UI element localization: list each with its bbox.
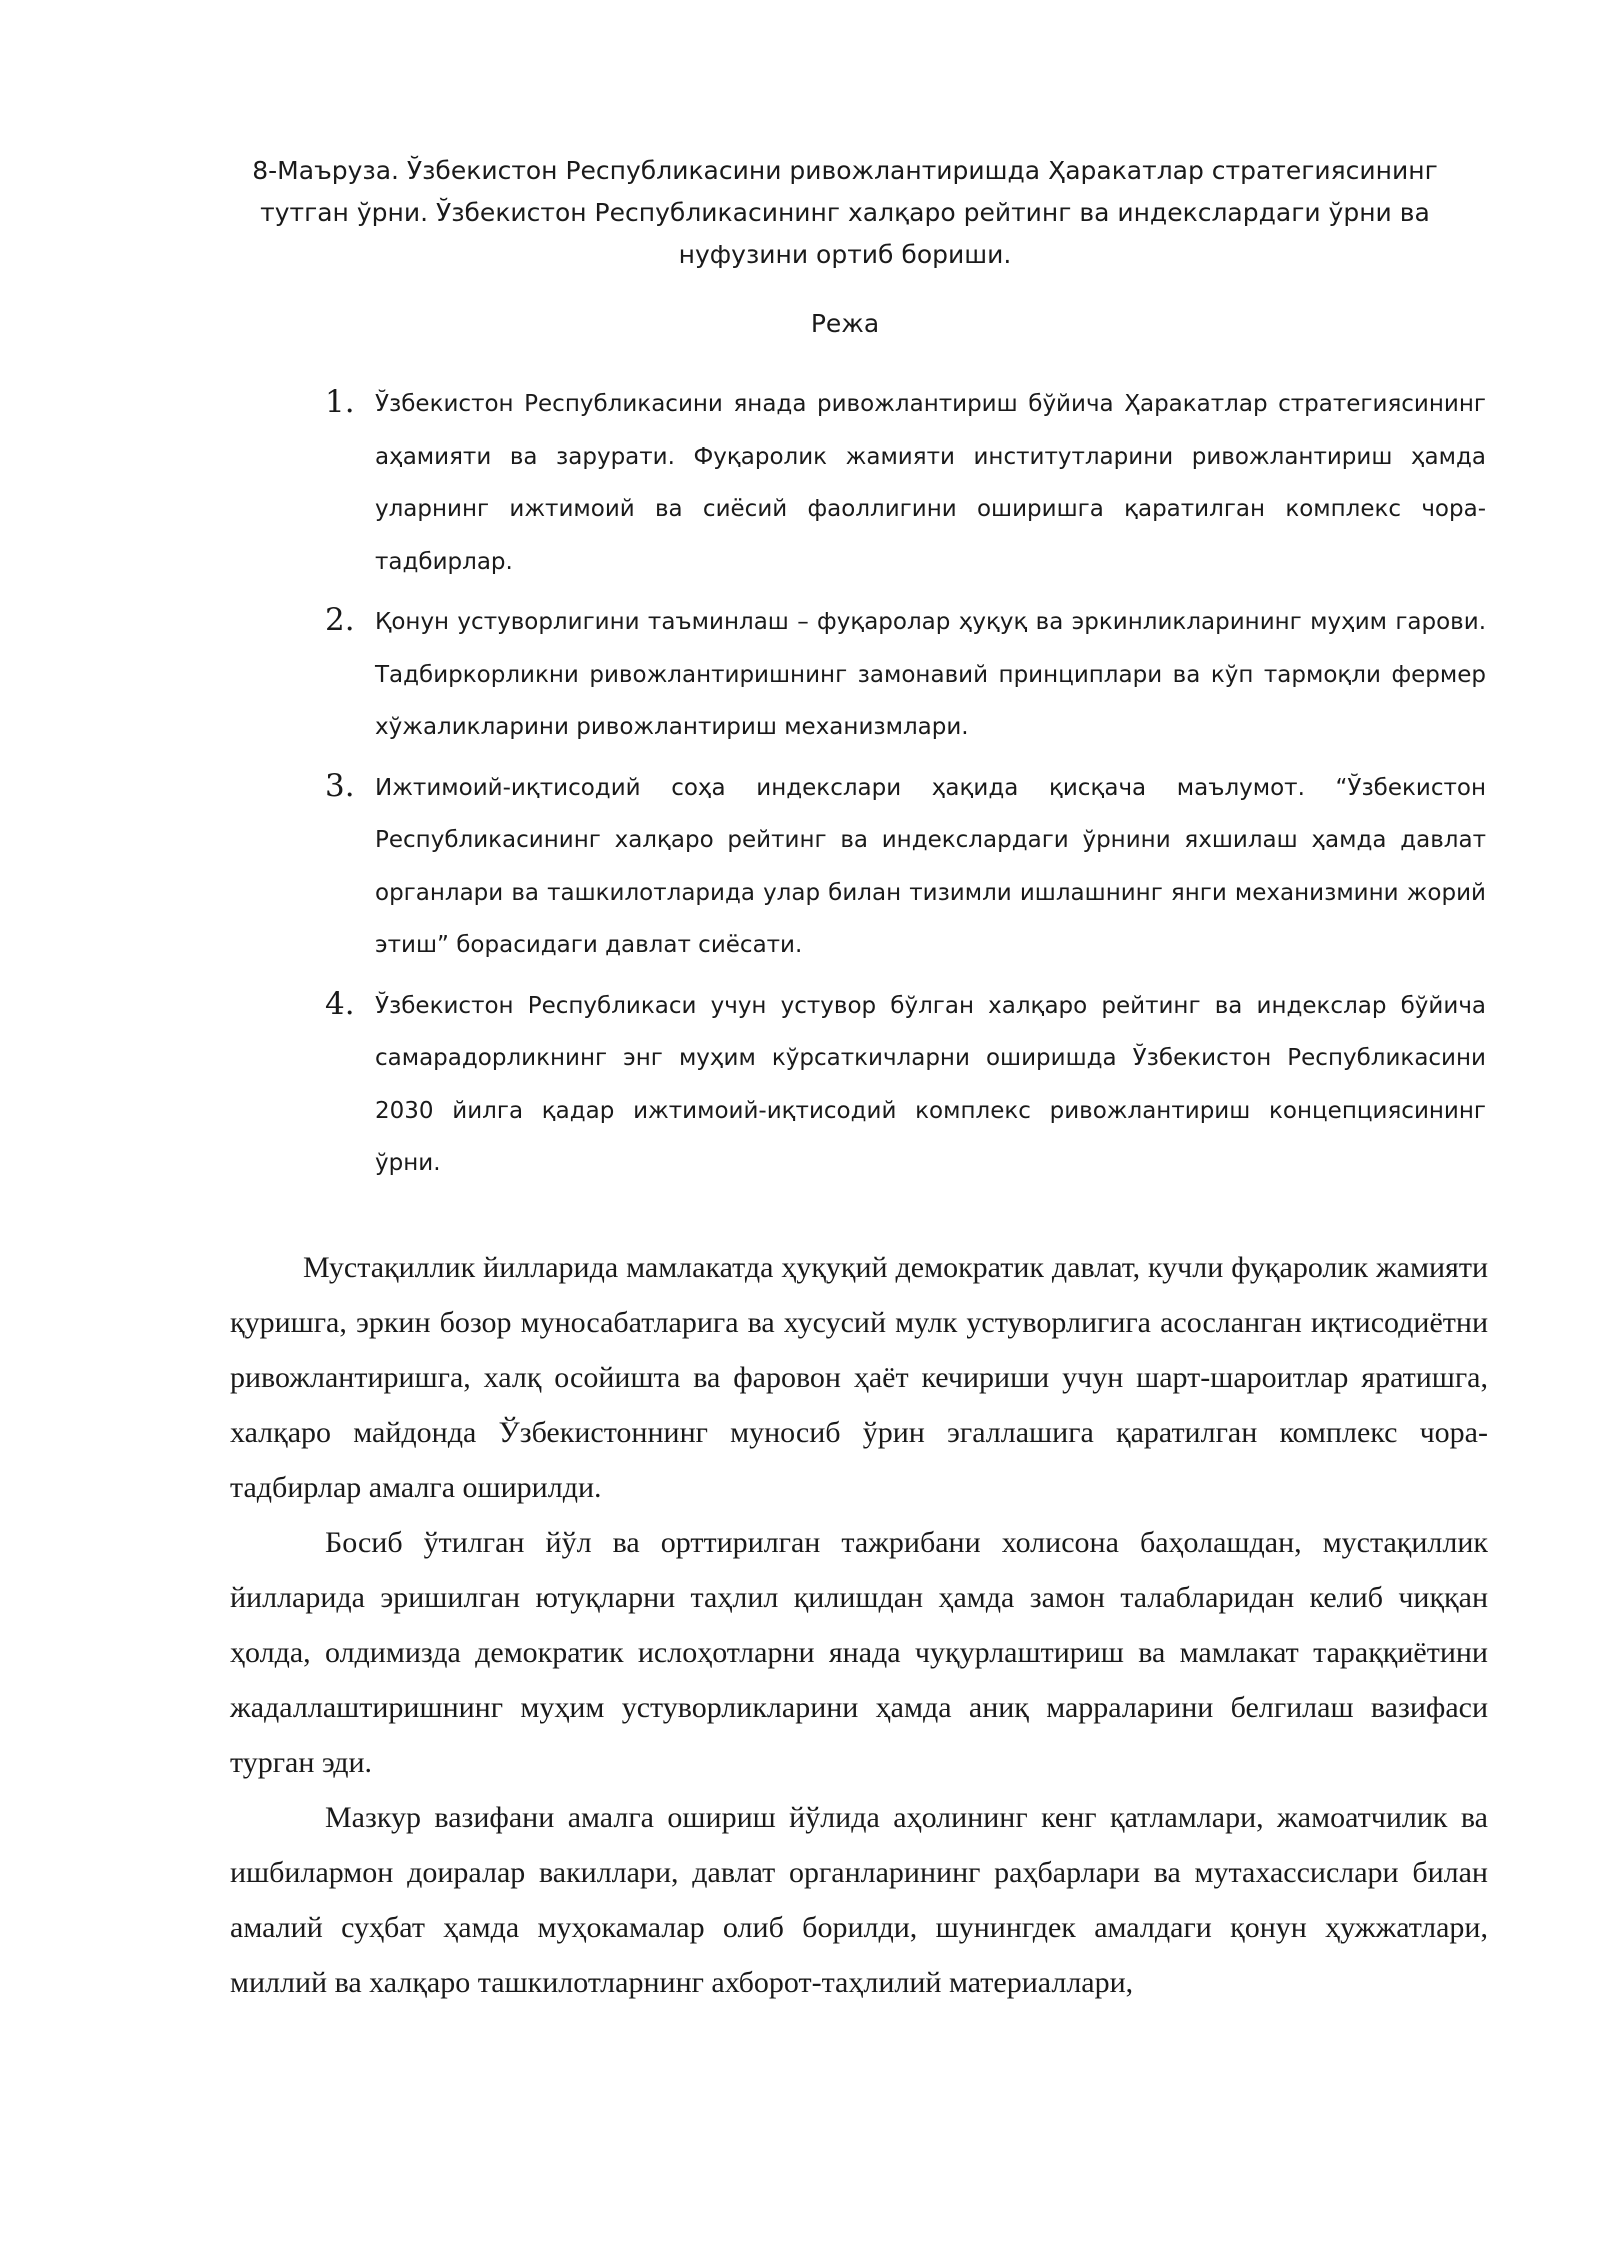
body-paragraph-3: Мазкур вазифани амалга ошириш йўлида аҳолининг кенг қатламлари, жамоатчилик ва ишбилармон доиралар вакиллари, давлат органларининг раҳбарлари ва мутахассислари билан амалий суҳбат ҳамда муҳокамалар олиб борилди, шунингдек амалдаги қонун ҳужжатлари, миллий ва халқаро ташкилотларнинг ахборот-таҳлилий материаллари, xyxy=(230,1801,1488,1999)
body-paragraph-1: Мустақиллик йилларида мамлакатда ҳуқуқий демократик давлат, кучли фуқаролик жамияти қуришга, эркин бозор муносабатларига ва хусусий мулк устуворлигига асосланган иқтисодиётни ривожлантиришга, халқ осойишта ва фаровон ҳаёт кечириши учун шарт-шароитлар яратишга, халқаро майдонда Ўзбекистоннинг муносиб ўрин эгаллашига қаратилган комплекс чора-тадбирлар амалга оширилди. xyxy=(230,1251,1488,1504)
plan-item-text: Ўзбекистон Республикаси учун устувор бўлган халқаро рейтинг ва индекслар бўйича самарадорликнинг энг муҳим кўрсаткичларни оширишда Ўзбекистон Республикасини 2030 йилга қадар ижтимоий-иқтисодий комплекс ривожлантириш концепциясининг ўрни. xyxy=(375,992,1486,1176)
plan-item-3 xyxy=(320,762,1486,972)
plan-item-1 xyxy=(320,378,1486,588)
plan-item-number: 4. xyxy=(325,985,355,1022)
plan-heading: Режа xyxy=(810,309,880,338)
lecture-title: 8-Маъруза. Ўзбекистон Республикасини ривожлантиришда Ҳаракатлар стратегиясининг тутган ўрни. Ўзбекистон Республикасининг халқаро рейтинг ва индекслардаги ўрни ва нуфузини ортиб бориши. xyxy=(252,156,1438,269)
plan-list xyxy=(320,378,1486,1198)
plan-item-text: Қонун устуворлигини таъминлаш – фуқаролар ҳуқуқ ва эркинликларининг муҳим гарови. Тадбиркорликни ривожлантиришнинг замонавий принциплари ва кўп тармоқли фермер хўжаликларини ривожлантириш механизмлари. xyxy=(375,609,1486,740)
plan-item-text: Ижтимоий-иқтисодий соҳа индекслари ҳақида қисқача маълумот. “Ўзбекистон Республикасининг халқаро рейтинг ва индекслардаги ўрнини яхшилаш ҳамда давлат органлари ва ташкилотларида улар билан тизимли ишлашнинг янги механизмини жорий этиш” борасидаги давлат сиёсати. xyxy=(375,774,1486,958)
plan-item-number: 1. xyxy=(325,384,355,420)
plan-item-number: 2. xyxy=(325,602,355,638)
plan-item-4 xyxy=(320,980,1486,1190)
plan-item-number: 3. xyxy=(325,767,355,804)
body-paragraph-2: Босиб ўтилган йўл ва орттирилган тажрибани холисона баҳолашдан, мустақиллик йилларида эришилган ютуқларни таҳлил қилишдан ҳамда замон талабларидан келиб чиққан ҳолда, олдимизда демократик ислоҳотларни янада чуқурлаштириш ва мамлакат тараққиётини жадаллаштиришнинг муҳим устуворликларини ҳамда аниқ марраларини белгилаш вазифаси турган эди. xyxy=(230,1526,1488,1779)
plan-item-text: Ўзбекистон Республикасини янада ривожлантириш бўйича Ҳаракатлар стратегиясининг аҳамияти ва зарурати. Фуқаролик жамияти институтларини ривожлантириш ҳамда уларнинг ижтимоий ва сиёсий фаоллигини оширишга қаратилган комплекс чора-тадбирлар. xyxy=(375,391,1486,575)
plan-item-2 xyxy=(320,596,1486,754)
body-text xyxy=(230,1240,1488,2010)
